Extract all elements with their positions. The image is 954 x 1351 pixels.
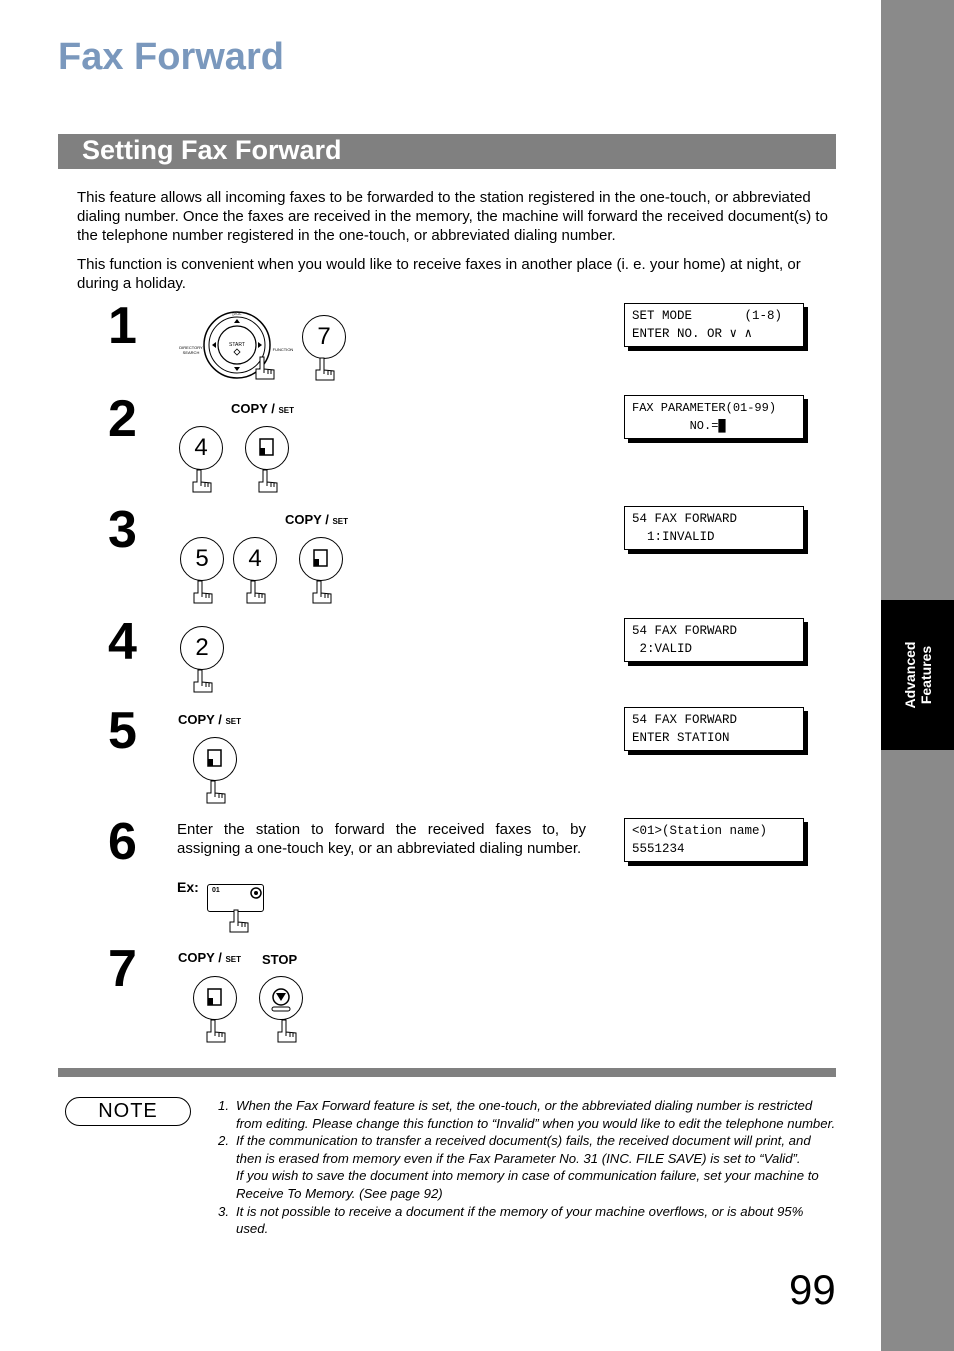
set-label: SET bbox=[225, 955, 242, 964]
copy-set-label bbox=[285, 512, 348, 527]
document-icon bbox=[246, 427, 290, 471]
set-label: SET bbox=[225, 717, 242, 726]
step-number-7: 7 bbox=[108, 940, 137, 998]
lcd-display-step-4: 54 FAX FORWARD 2:VALID bbox=[624, 618, 804, 662]
hand-pointer-icon bbox=[190, 579, 216, 605]
page-title: Fax Forward bbox=[58, 36, 284, 78]
lcd-display-step-2: FAX PARAMETER(01-99) NO.=█ bbox=[624, 395, 804, 439]
key-7[interactable]: 7 bbox=[302, 315, 346, 359]
note-number: 1. bbox=[218, 1098, 229, 1113]
set-label: SET bbox=[332, 517, 349, 526]
note-number: 3. bbox=[218, 1203, 229, 1219]
hand-pointer-icon bbox=[309, 579, 335, 605]
note-item-3 bbox=[218, 1203, 838, 1238]
svg-text:FUNCTION: FUNCTION bbox=[272, 347, 294, 352]
copy-label: COPY / bbox=[178, 712, 226, 727]
section-divider bbox=[58, 1068, 836, 1077]
note-number: 2. bbox=[218, 1133, 229, 1149]
set-label: SET bbox=[278, 406, 295, 415]
document-icon bbox=[194, 977, 238, 1021]
lcd-display-step-6: <01>(Station name) 5551234 bbox=[624, 818, 804, 862]
document-icon bbox=[194, 738, 238, 782]
hand-pointer-icon bbox=[274, 1018, 300, 1044]
copy-set-button[interactable] bbox=[193, 737, 237, 781]
page-number: 99 bbox=[789, 1266, 836, 1313]
note-text: If the communication to transfer a received document(s) fails, the received document will print, and then is erased from memory even if the Fax Parameter No. 31 (INC. FILE SAVE) is set to “Valid”. bbox=[236, 1133, 811, 1166]
hand-pointer-icon bbox=[255, 468, 281, 494]
note-text: It is not possible to receive a document if the memory of your machine overflows, or is about 95% used. bbox=[236, 1203, 804, 1237]
navigation-dial-icon[interactable] bbox=[176, 307, 298, 385]
copy-label: COPY / bbox=[285, 512, 333, 527]
hand-pointer-icon bbox=[226, 908, 252, 934]
copy-set-label bbox=[231, 401, 294, 416]
note-text-continued: If you wish to save the document into memory in case of communication failure, set your machine to Receive To Memory. (See page 92) bbox=[236, 1168, 819, 1201]
document-icon bbox=[300, 538, 344, 582]
hand-pointer-icon bbox=[252, 355, 278, 381]
step-number-1: 1 bbox=[108, 297, 137, 355]
svg-text:[VOL: [VOL bbox=[232, 311, 242, 316]
copy-set-button[interactable] bbox=[299, 537, 343, 581]
stop-icon bbox=[260, 977, 304, 1021]
copy-set-label bbox=[178, 950, 241, 965]
hand-pointer-icon bbox=[243, 579, 269, 605]
copy-set-label bbox=[178, 712, 241, 727]
stop-label: STOP bbox=[262, 952, 298, 967]
chapter-tab-label bbox=[902, 642, 934, 709]
copy-set-button[interactable] bbox=[193, 976, 237, 1020]
chapter-tab-line1: Advanced bbox=[901, 641, 918, 709]
step-number-3: 3 bbox=[108, 501, 137, 559]
hand-pointer-icon bbox=[203, 779, 229, 805]
one-touch-indicator-icon bbox=[250, 887, 262, 899]
lcd-display-step-3: 54 FAX FORWARD 1:INVALID bbox=[624, 506, 804, 550]
hand-pointer-icon bbox=[189, 468, 215, 494]
step-number-2: 2 bbox=[108, 390, 137, 448]
step-number-5: 5 bbox=[108, 702, 137, 760]
intro-paragraph-1: This feature allows all incoming faxes to be forwarded to the station registered in the one-touch, or abbreviated dialing number. Once the faxes are received in the memory, the machine will forward the received document(s) to the telephone number registered in the one-touch, or abbreviated dialing number. bbox=[77, 189, 828, 244]
step-6-instruction: Enter the station to forward the received faxes to, by assigning a one-touch key, or an abbreviated dialing number. bbox=[177, 821, 586, 857]
copy-label: COPY / bbox=[231, 401, 279, 416]
lcd-display-step-1: SET MODE (1-8) ENTER NO. OR ∨ ∧ bbox=[624, 303, 804, 347]
chapter-tab bbox=[881, 600, 954, 750]
key-4[interactable]: 4 bbox=[179, 426, 223, 470]
step-number-6: 6 bbox=[108, 813, 137, 871]
hand-pointer-icon bbox=[312, 356, 338, 382]
key-4[interactable]: 4 bbox=[233, 537, 277, 581]
copy-set-button[interactable] bbox=[245, 426, 289, 470]
key-2[interactable]: 2 bbox=[180, 626, 224, 670]
note-text: When the Fax Forward feature is set, the one-touch, or the abbreviated dialing number is restricted from editing. Please change this function to “Invalid” when you would like to edit the telephone number. bbox=[236, 1098, 836, 1131]
hand-pointer-icon bbox=[203, 1018, 229, 1044]
hand-pointer-icon bbox=[190, 668, 216, 694]
note-item-2 bbox=[218, 1132, 838, 1202]
intro-paragraph-2: This function is convenient when you would like to receive faxes in another place (i. e. your home) at night, or during a holiday. bbox=[77, 256, 801, 292]
svg-text:START: START bbox=[229, 342, 245, 348]
note-item-1 bbox=[218, 1097, 838, 1132]
svg-text:DIRECTORY: DIRECTORY bbox=[179, 345, 203, 350]
svg-text:SEARCH: SEARCH bbox=[182, 350, 200, 355]
step-number-4: 4 bbox=[108, 613, 137, 671]
lcd-display-step-5: 54 FAX FORWARD ENTER STATION bbox=[624, 707, 804, 751]
chapter-tab-line2: Features bbox=[917, 645, 934, 705]
one-touch-key-number: 01 bbox=[212, 887, 220, 894]
key-5[interactable]: 5 bbox=[180, 537, 224, 581]
copy-label: COPY / bbox=[178, 950, 226, 965]
section-header bbox=[58, 134, 836, 169]
example-label: Ex: bbox=[177, 879, 199, 895]
notes-list bbox=[218, 1097, 838, 1238]
stop-button[interactable] bbox=[259, 976, 303, 1020]
section-title: Setting Fax Forward bbox=[82, 135, 342, 165]
note-label: NOTE bbox=[65, 1097, 191, 1126]
